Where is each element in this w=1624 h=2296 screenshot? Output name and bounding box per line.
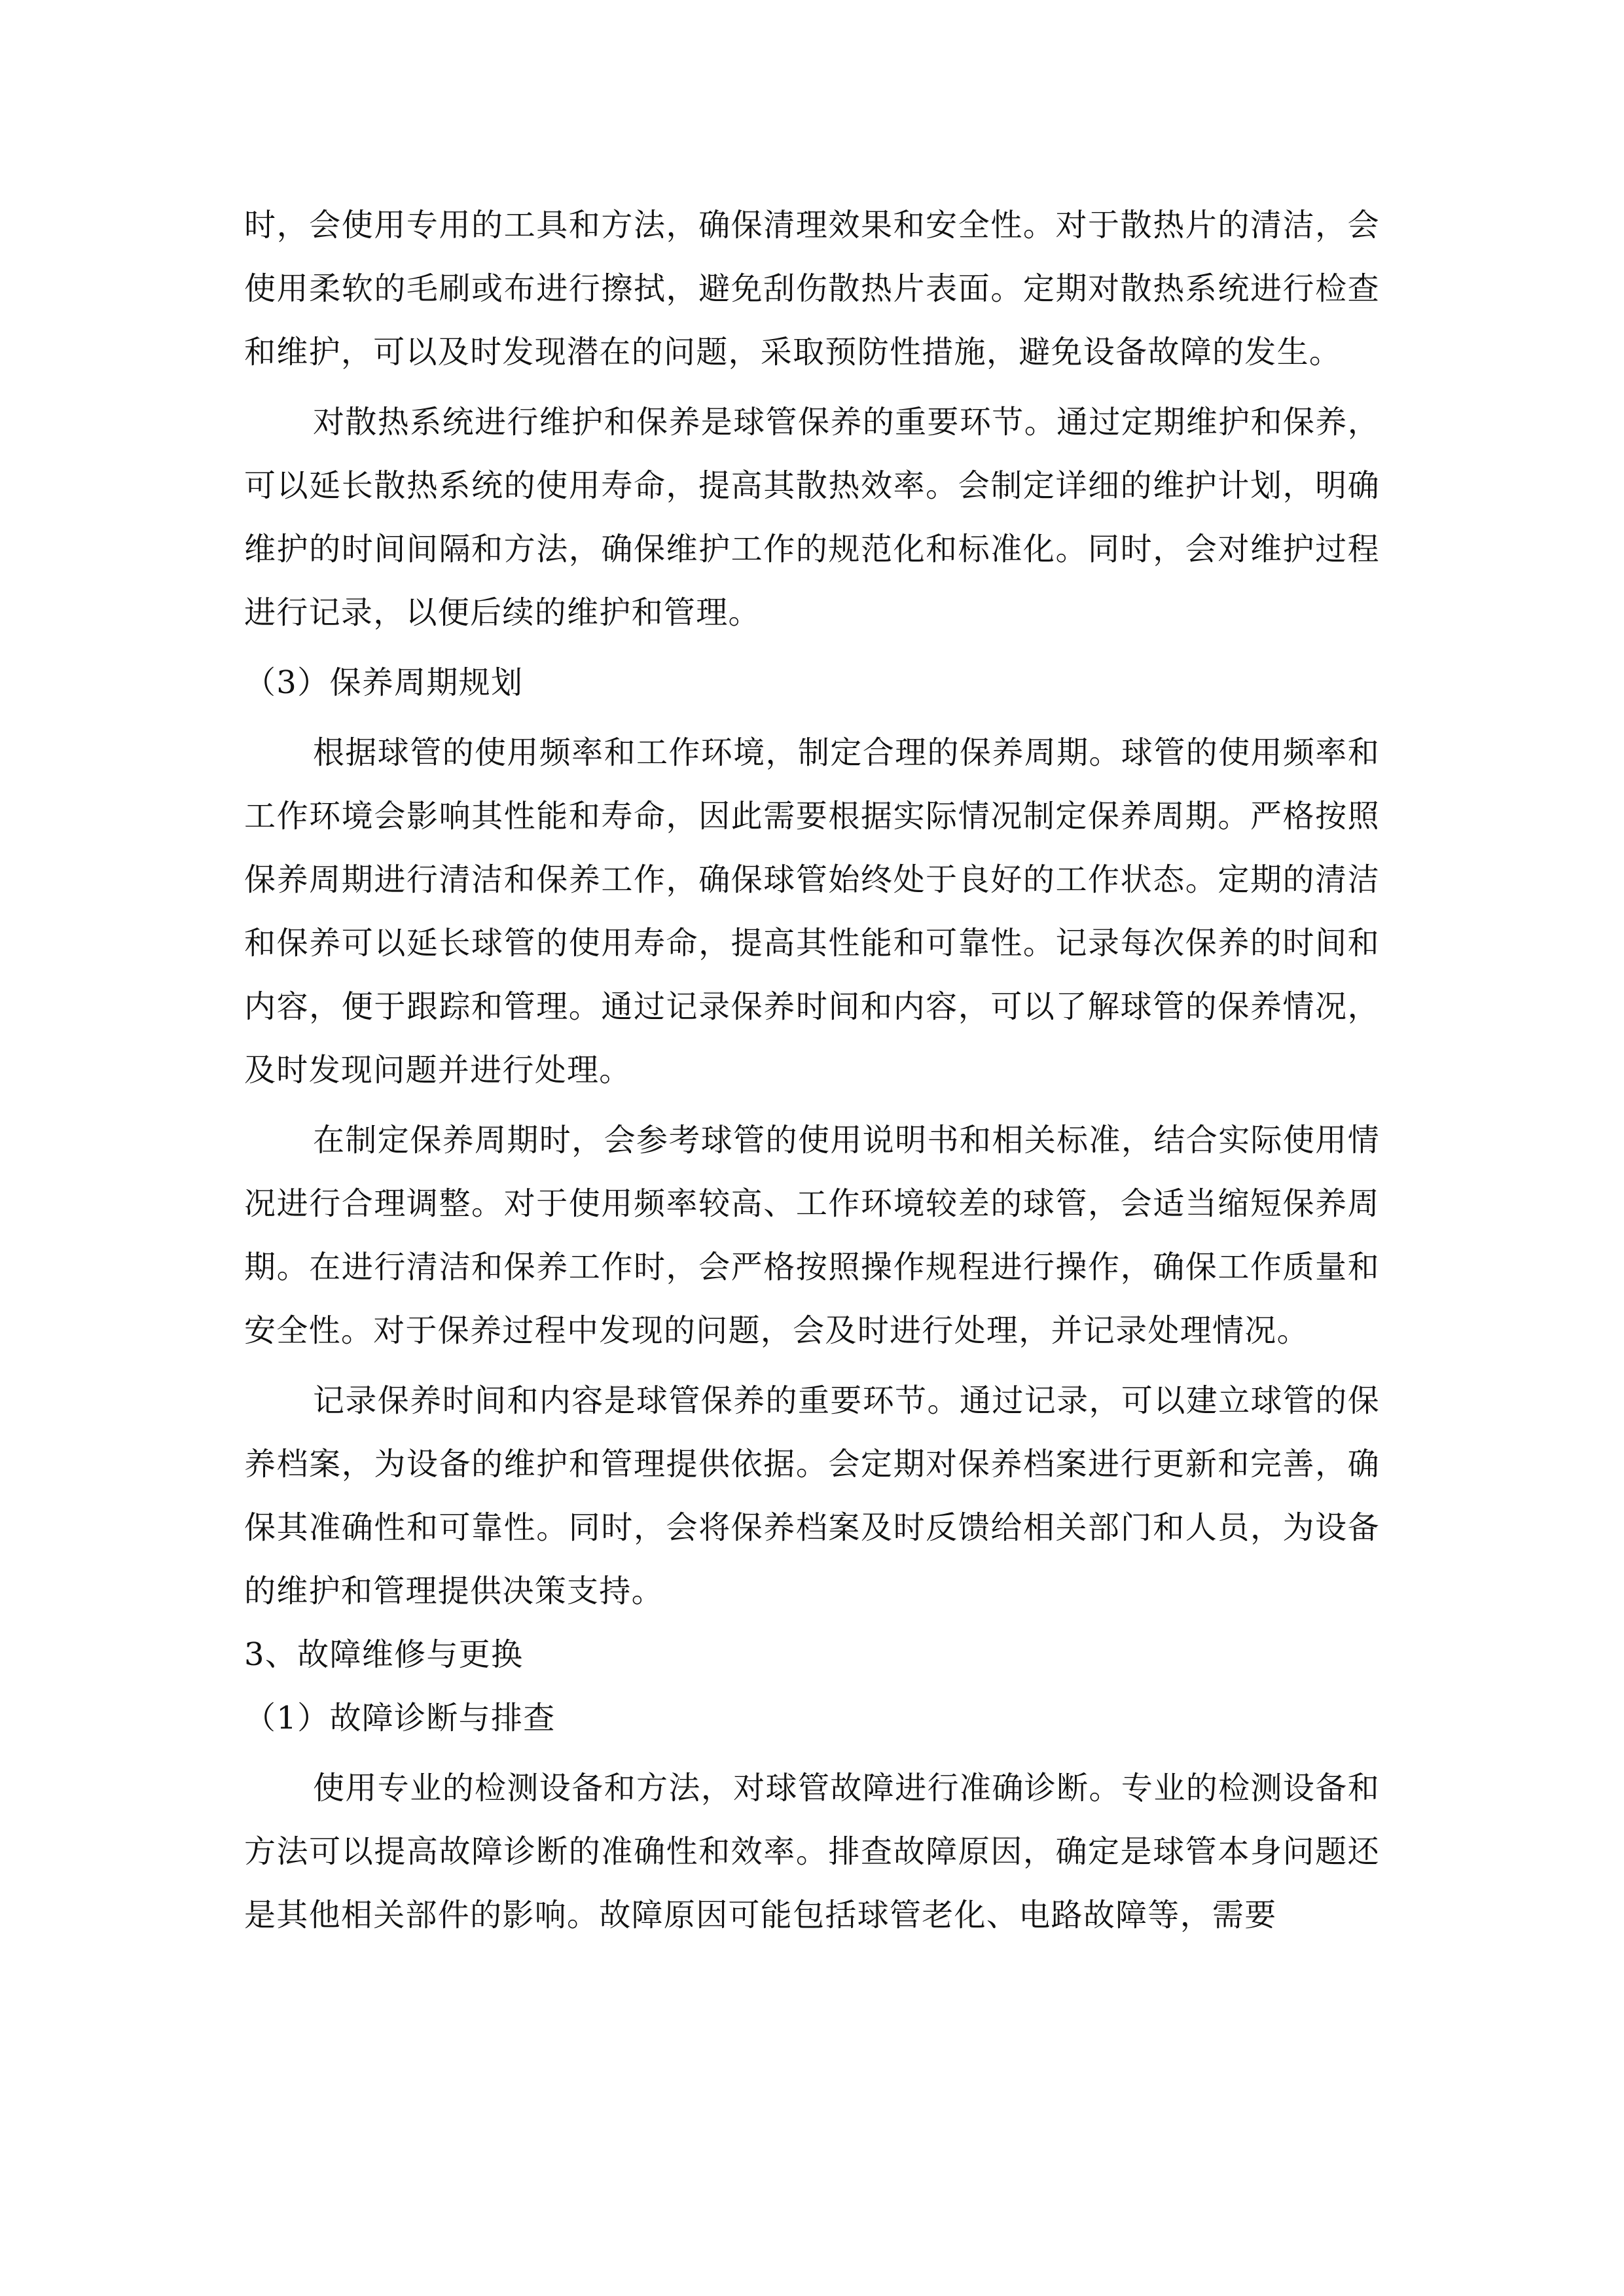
paragraph-cycle-adjustment: 在制定保养周期时，会参考球管的使用说明书和相关标准，结合实际使用情况进行合理调整。对于使用频率较高、工作环境较差的球管，会适当缩短保养周期。在进行清洁和保养工作时，会严格按照操作规程进行操作，确保工作质量和安全性。对于保养过程中发现的问题，会及时进行处理，并记录处理情况。: [244, 1122, 1380, 1349]
paragraph-maintenance-records: 记录保养时间和内容是球管保养的重要环节。通过记录，可以建立球管的保养档案，为设备的维护和管理提供依据。会定期对保养档案进行更新和完善，确保其准确性和可靠性。同时，会将保养档案及时反馈给相关部门和人员，为设备的维护和管理提供决策支持。: [244, 1382, 1380, 1609]
paragraph-fault-diagnosis: 使用专业的检测设备和方法，对球管故障进行准确诊断。专业的检测设备和方法可以提高故障诊断的准确性和效率。排查故障原因，确定是球管本身问题还是其他相关部件的影响。故障原因可能包括球管老化、电路故障等，需要: [244, 1770, 1380, 1933]
section-heading-fault-repair: 3、故障维修与更换: [244, 1636, 524, 1673]
subsection-heading-fault-diagnosis: （1）故障诊断与排查: [244, 1700, 556, 1736]
section-heading-maintenance-cycle: （3）保养周期规划: [244, 664, 524, 701]
document-body: [244, 194, 1380, 1947]
paragraph-cooling-maintenance: 对散热系统进行维护和保养是球管保养的重要环节。通过定期维护和保养，可以延长散热系统的使用寿命，提高其散热效率。会制定详细的维护计划，明确维护的时间间隔和方法，确保维护工作的规范化和标准化。同时，会对维护过程进行记录，以便后续的维护和管理。: [244, 404, 1380, 631]
paragraph-continuation-cleaning: 时，会使用专用的工具和方法，确保清理效果和安全性。对于散热片的清洁，会使用柔软的毛刷或布进行擦拭，避免刮伤散热片表面。定期对散热系统进行检查和维护，可以及时发现潜在的问题，采取预防性措施，避免设备故障的发生。: [244, 207, 1380, 370]
paragraph-cycle-planning: 根据球管的使用频率和工作环境，制定合理的保养周期。球管的使用频率和工作环境会影响其性能和寿命，因此需要根据实际情况制定保养周期。严格按照保养周期进行清洁和保养工作，确保球管始终处于良好的工作状态。定期的清洁和保养可以延长球管的使用寿命，提高其性能和可靠性。记录每次保养的时间和内容，便于跟踪和管理。通过记录保养时间和内容，可以了解球管的保养情况，及时发现问题并进行处理。: [244, 734, 1380, 1088]
